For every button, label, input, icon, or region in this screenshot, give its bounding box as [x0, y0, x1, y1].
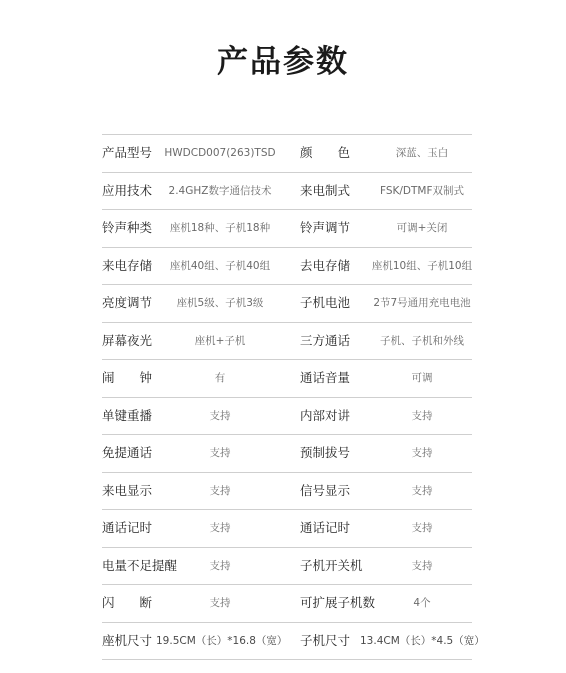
spec-value: 座机18种、子机18种	[169, 222, 271, 234]
spec-value: 2.4GHZ数字通信技术	[168, 184, 272, 197]
spec-label: 子机开关机	[300, 557, 363, 573]
spec-value: 支持	[411, 522, 433, 534]
spec-row	[102, 585, 472, 623]
spec-value: 可调	[411, 372, 433, 384]
spec-row	[102, 623, 485, 661]
spec-row	[102, 398, 472, 436]
spec-label: 信号显示	[300, 482, 351, 498]
spec-value: 支持	[209, 447, 231, 459]
spec-row	[102, 510, 472, 548]
spec-value: 支持	[209, 597, 231, 609]
spec-label: 内部对讲	[300, 407, 351, 423]
spec-value: 支持	[411, 409, 433, 422]
spec-row	[102, 285, 472, 323]
spec-row	[102, 248, 472, 286]
spec-value: 有	[214, 372, 226, 384]
spec-value: 可调+关闭	[396, 222, 448, 234]
spec-label: 来电存储	[102, 257, 153, 273]
spec-label: 闹 钟	[102, 370, 153, 385]
spec-value: HWDCD007(263)TSD	[164, 147, 276, 159]
spec-value: 支持	[411, 559, 433, 572]
spec-value: 子机、子机和外线	[380, 334, 464, 347]
spec-row	[102, 435, 472, 473]
spec-row	[102, 173, 472, 211]
spec-label: 通话记时	[300, 520, 351, 535]
spec-label: 预制拔号	[300, 445, 351, 460]
spec-value: 4个	[413, 597, 431, 609]
page-title: 产品参数	[217, 44, 349, 80]
spec-label: 颜 色	[300, 145, 351, 160]
spec-value: 座机40组、子机40组	[169, 259, 271, 272]
spec-row	[102, 210, 472, 248]
spec-label: 亮度调节	[102, 295, 153, 310]
spec-table	[102, 134, 485, 660]
spec-row	[102, 473, 472, 511]
spec-value: 支持	[209, 484, 231, 497]
spec-value: 支持	[411, 484, 433, 497]
spec-label: 来电显示	[102, 482, 153, 498]
spec-row	[102, 360, 472, 398]
spec-value: 支持	[209, 409, 231, 422]
spec-value: FSK/DTMF双制式	[379, 184, 465, 197]
spec-value: 座机+子机	[194, 334, 246, 347]
spec-label: 子机电池	[300, 295, 351, 310]
spec-label: 应用技术	[102, 182, 153, 198]
spec-label: 免提通话	[102, 445, 153, 460]
spec-label: 铃声种类	[102, 220, 153, 235]
spec-label: 屏幕夜光	[102, 332, 153, 348]
spec-value: 19.5CM（长）*16.8（宽）	[156, 634, 288, 647]
spec-value: 座机5级、子机3级	[176, 297, 264, 309]
spec-value: 2节7号通用充电电池	[373, 297, 471, 309]
spec-label: 单键重播	[102, 407, 153, 423]
spec-value: 支持	[209, 559, 231, 572]
spec-value: 座机10组、子机10组	[371, 259, 473, 272]
spec-row	[102, 548, 472, 586]
spec-label: 子机尺寸	[300, 632, 351, 648]
spec-label: 座机尺寸	[102, 632, 153, 648]
spec-label: 去电存储	[300, 257, 351, 273]
spec-label: 电量不足提醒	[102, 557, 178, 573]
spec-label: 可扩展子机数	[300, 595, 376, 610]
spec-label: 铃声调节	[300, 220, 351, 235]
spec-row	[102, 323, 472, 361]
spec-label: 来电制式	[300, 182, 351, 198]
spec-value: 支持	[209, 522, 231, 534]
spec-value: 深蓝、玉白	[395, 147, 449, 159]
spec-label: 通话记时	[102, 520, 153, 535]
spec-value: 13.4CM（长）*4.5（宽）	[360, 634, 485, 647]
spec-label: 产品型号	[102, 145, 153, 160]
spec-label: 三方通话	[300, 332, 351, 348]
spec-row	[102, 135, 472, 173]
spec-label: 闪 断	[102, 595, 153, 610]
spec-value: 支持	[411, 447, 433, 459]
spec-label: 通话音量	[300, 370, 351, 385]
